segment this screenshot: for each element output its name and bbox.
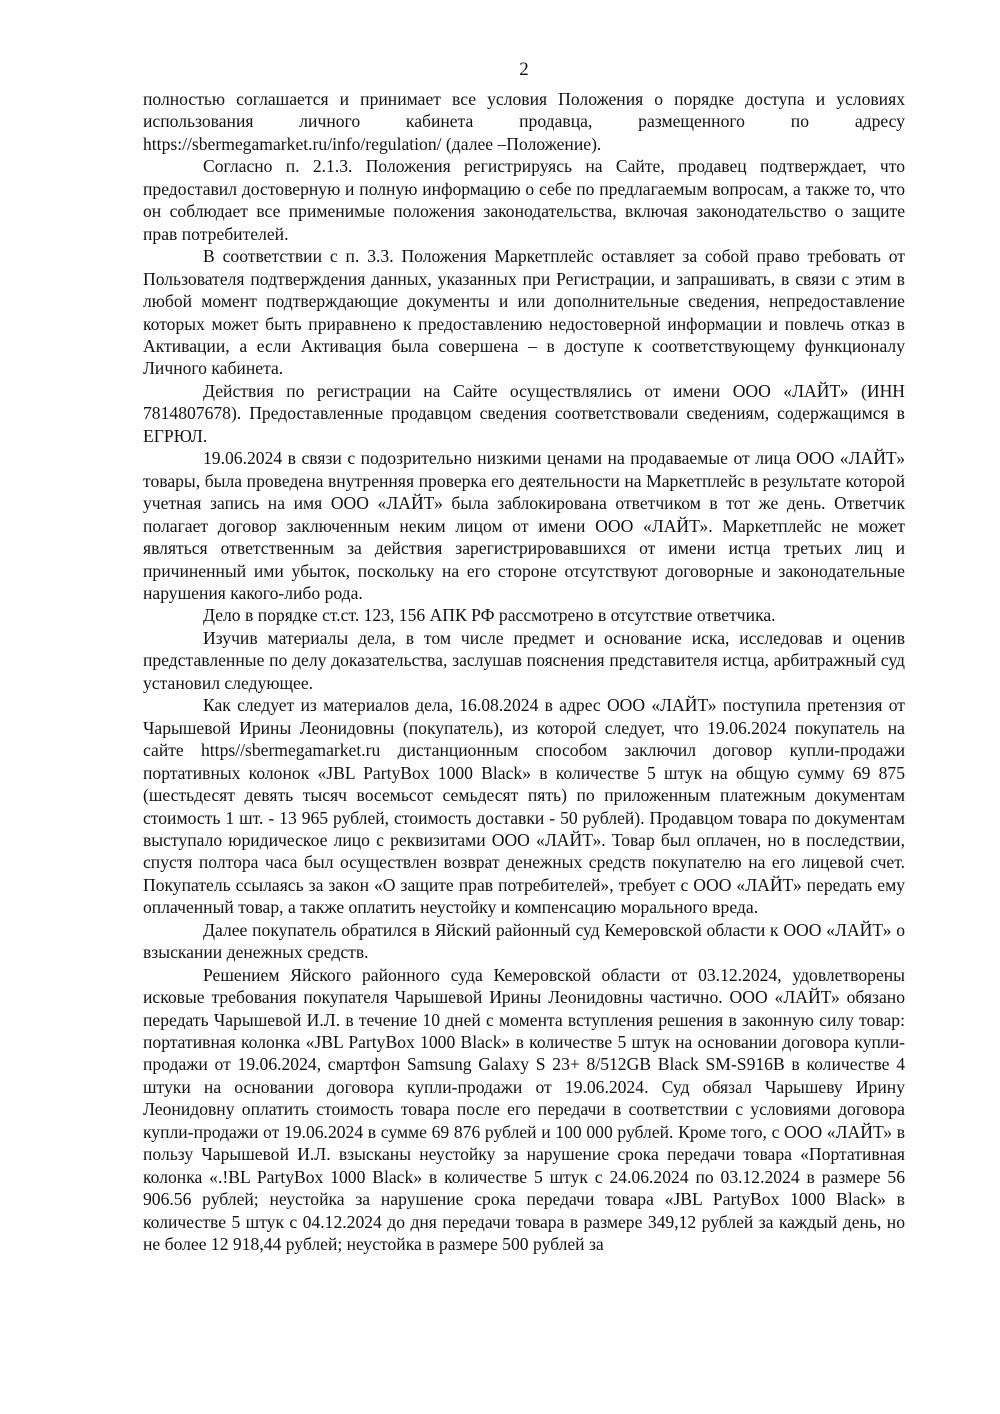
- paragraph-absence: Дело в порядке ст.ст. 123, 156 АПК РФ рассмотрено в отсутствие ответчика.: [203, 605, 776, 626]
- paragraph-clause-2-1-3: Согласно п. 2.1.3. Положения регистрируясь на Сайте, продавец подтверждает, что предоставил достоверную и полную информацию о себе по предлагаемым вопросам, а также то, что он соблюдает все применимые положения законодательства, включая законодательство о защите прав потребителей.: [143, 156, 905, 244]
- page-number: 2: [519, 59, 529, 80]
- paragraph-continuation: полностью соглашается и принимает все условия Положения о порядке доступа и условиях использования личного кабинета продавца, размещенного по адресу https://sbermegamarket.ru/info/regulation/ (далее –Положение).: [143, 89, 905, 154]
- paragraph-clause-3-3: В соответствии с п. 3.3. Положения Маркетплейс оставляет за собой право требовать от Пользователя подтверждения данных, указанных при Регистрации, и запрашивать, в связи с этим в любой момент подтверждающие документы и или дополнительные сведения, непредоставление которых может быть приравнено к предоставлению недостоверной информации и повлечь отказ в Активации, а если Активация была совершена – в доступе к соответствующему функционалу Личного кабинета.: [143, 246, 905, 379]
- paragraph-decision: Решением Яйского районного суда Кемеровской области от 03.12.2024, удовлетворены исковые требования покупателя Чарышевой Ирины Леонидовны частично. ООО «ЛАЙТ» обязано передать Чарышевой И.Л. в течение 10 дней с момента вступления решения в законную силу товар: портативная колонка «JBL PartyBox 1000 Black» в количестве 5 штук на основании договора купли-продажи от 19.06.2024, смартфон Samsung Galaxy S 23+ 8/512GB Black SM-S916B в количестве 4 штуки на основании договора купли-продажи от 19.06.2024. Суд обязал Чарышеву Ирину Леонидовну оплатить стоимость товара после его передачи в соответствии с условиями договора купли-продажи от 19.06.2024 в сумме 69 876 рублей и 100 000 рублей. Кроме того, с ООО «ЛАЙТ» в пользу Чарышевой И.Л. взысканы неустойку за нарушение срока передачи товара «Портативная колонка «.!BL PartyBox 1000 Black» в количестве 5 штук с 24.06.2024 по 03.12.2024 в размере 56 906.56 рублей; неустойка за нарушение срока передачи товара «JBL PartyBox 1000 Black» в количестве 5 штук с 04.12.2024 до дня передачи товара в размере 349,12 рублей за каждый день, но не более 12 918,44 рублей; неустойка в размере 500 рублей за: [143, 964, 905, 1255]
- paragraph-registration: Действия по регистрации на Сайте осуществлялись от имени ООО «ЛАЙТ» (ИНН 7814807678). Предоставленные продавцом сведения соответствовали сведениям, содержащимся в ЕГРЮЛ.: [143, 380, 905, 446]
- paragraph-district-court: Далее покупатель обратился в Яйский районный суд Кемеровской области к ООО «ЛАЙТ» о взыскании денежных средств.: [143, 919, 905, 963]
- paragraph-internal-check: 19.06.2024 в связи с подозрительно низкими ценами на продаваемые от лица ООО «ЛАЙТ» товары, была проведена внутренняя проверка его деятельности на Маркетплейс в результате которой учетная запись на имя ООО «ЛАЙТ» была заблокирована ответчиком в тот же день. Ответчик полагает договор заключенным неким лицом от имени ООО «ЛАЙТ». Маркетплейс не может являться ответственным за действия зарегистрировавшихся от имени истца третьих лиц и причиненный ими убыток, поскольку на его стороне отсутствуют договорные и законодательные нарушения какого-либо рода.: [143, 448, 905, 603]
- paragraph-claim: Как следует из материалов дела, 16.08.2024 в адрес ООО «ЛАЙТ» поступила претензия от Чарышевой Ирины Леонидовны (покупатель), из которой следует, что 19.06.2024 покупатель на сайте https//sbermegamarket.ru дистанционным способом заключил договор купли-продажи портативных колонок «JBL PartyBox 1000 Black» в количестве 5 штук на общую сумму 69 875 (шестьдесят девять тысяч восемьсот семьдесят пять) по приложенным платежным документам стоимость 1 шт. - 13 965 рублей, стоимость доставки - 50 рублей). Продавцом товара по документам выступало юридическое лицо с реквизитами ООО «ЛАЙТ». Товар был оплачен, но в последствии, спустя полтора часа был осуществлен возврат денежных средств покупателю на его лицевой счет. Покупатель ссылаясь за закон «О защите прав потребителей», требует с ООО «ЛАЙТ» передать ему оплаченный товар, а также оплатить неустойку и компенсацию морального вреда.: [143, 695, 905, 918]
- paragraph-court-established: Изучив материалы дела, в том числе предмет и основание иска, исследовав и оценив представленные по делу доказательства, заслушав пояснения представителя истца, арбитражный суд установил следующее.: [143, 627, 905, 693]
- document-page: [143, 58, 905, 1256]
